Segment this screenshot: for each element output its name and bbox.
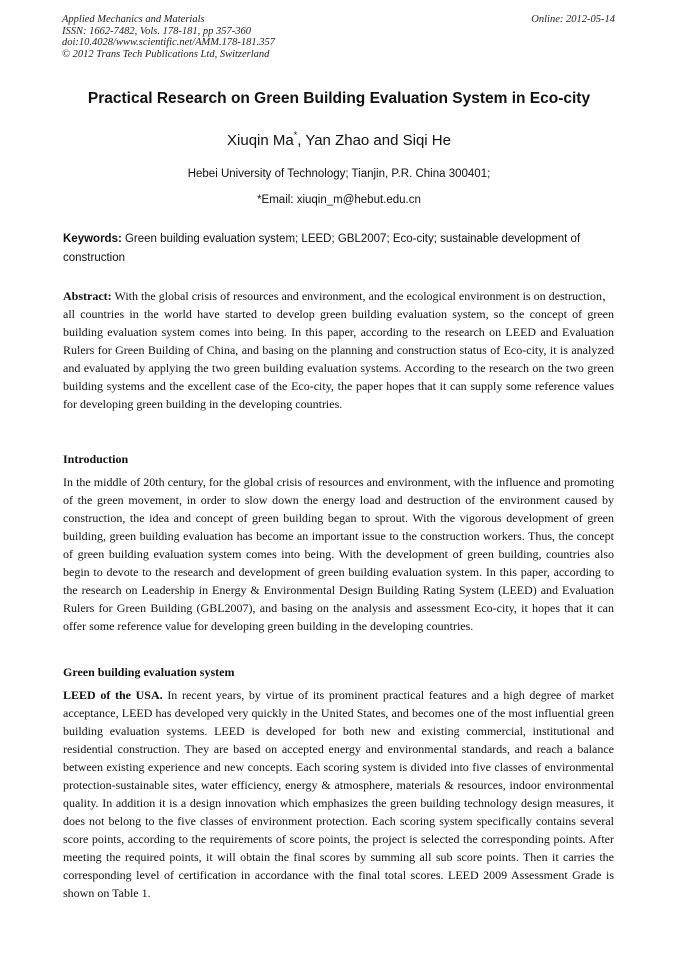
author-list <box>0 132 678 149</box>
introduction-heading: Introduction <box>63 452 129 466</box>
paper-title: Practical Research on Green Building Evaluation System in Eco-city <box>87 90 591 107</box>
journal-header <box>62 14 615 60</box>
leed-text: In recent years, by virtue of its prominent practical features and a high degree of market acceptance, LEED has developed very quickly in the United States, and becomes one of the most influential green building evaluation systems. LEED is developed for both new and existing commercial, institutional and residential construction. They are based on accepted energy and environmental standards, and reach a balance between existing experience and new concepts. Each scoring system is divided into five classes of environmental protection-sustainable sites, water efficiency, energy & atmosphere, materials & resources, indoor environmental quality. In addition it is a design innovation which emphasizes the green building technology design measures, it does not belong to the five classes of environment protection. Each scoring system specifically contains several score points, according to the requirements of score points, the project is selected the corresponding points. After meeting the required points, it will obtain the final scores by summing all sub score points. Then it carries the corresponding level of certification in accordance with the final total scores. LEED 2009 Assessment Grade is shown on Table 1. <box>63 688 614 900</box>
introduction-text: In the middle of 20th century, for the global crisis of resources and environment, with the influence and promoting of the green movement, in order to slow down the energy load and destruction of the environment caused by construction, the idea and concept of green building began to sprout. With the vigorous development of green building, green building evaluation has become an important issue to the construction workers. Thus, the concept of green building evaluation system comes into being. With the development of green building, countries also begin to devote to the research and development of green building evaluation system. In this paper, according to the research on Leadership in Energy & Environmental Design Building Rating System (LEED) and Evaluation Rulers for Green Building (GBL2007), and basing on the analysis and assessment Eco-city, it hopes that it can offer some reference value for developing green building in the developing countries. <box>63 475 614 633</box>
abstract <box>63 287 614 413</box>
doi-line: doi:10.4028/www.scientific.net/AMM.178-181.357 <box>62 37 275 48</box>
keywords <box>63 230 614 268</box>
copyright-line: © 2012 Trans Tech Publications Ltd, Switzerland <box>62 48 270 60</box>
keywords-label: Keywords: <box>63 233 122 245</box>
leed-paragraph <box>63 686 614 902</box>
online-date: Online: 2012-05-14 <box>531 14 615 25</box>
other-authors: , Yan Zhao and Siqi He <box>297 132 451 149</box>
abstract-label: Abstract: <box>63 289 112 303</box>
abstract-text: With the global crisis of resources and environment, and the ecological environment is on destruction，all countries in the world have started to develop green building evaluation system, so the concept of green building evaluation system comes into being. In this paper, according to the research on LEED and Evaluation Rulers for Green Building of China, and basing on the planning and construction status of Eco-city, it is analyzed and evaluated by applying the two green building evaluation systems. According to the research on the two green building systems and the excellent case of the Eco-city, the paper hopes that it can supply some reference values for developing green building in the developing countries. <box>63 289 614 411</box>
author-email: *Email: xiuqin_m@hebut.edu.cn <box>257 194 421 206</box>
keywords-text: Green building evaluation system; LEED; GBL2007; Eco-city; sustainable development of construction <box>63 233 581 264</box>
affiliation: Hebei University of Technology; Tianjin, P.R. China 300401; <box>187 168 491 180</box>
gbes-heading: Green building evaluation system <box>63 665 235 679</box>
corresponding-mark: * <box>293 130 298 140</box>
issn-line: ISSN: 1662-7482, Vols. 178-181, pp 357-360 <box>62 25 251 37</box>
leed-lead: LEED of the USA. <box>63 688 163 702</box>
first-author: Xiuqin Ma <box>227 132 294 149</box>
journal-name: Applied Mechanics and Materials <box>62 14 205 25</box>
